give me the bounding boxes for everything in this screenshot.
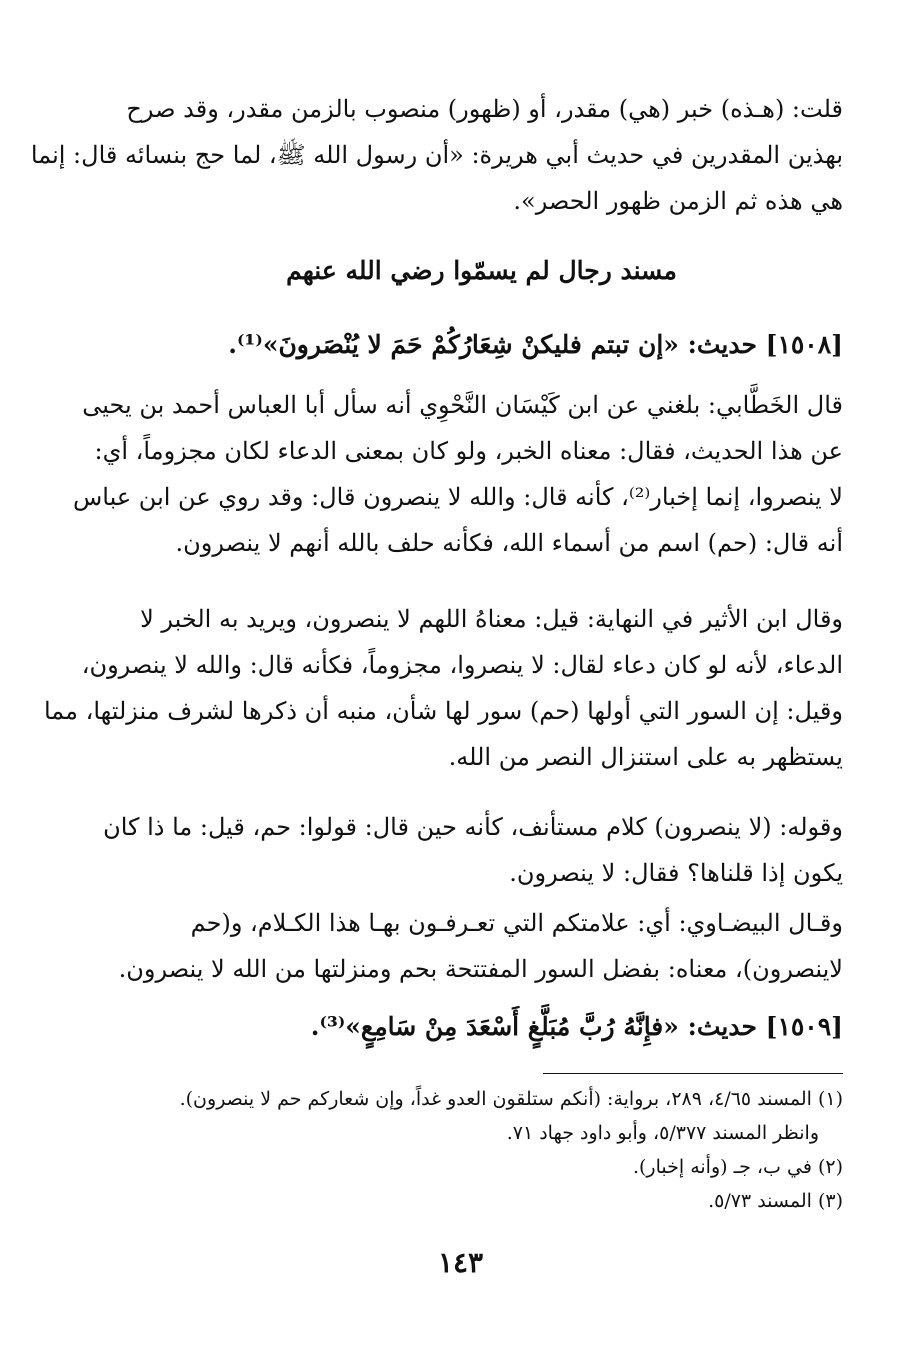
paragraph-2 (73, 382, 843, 566)
paragraph-line: بهذين المقدرين في حديث أبي هريرة: «أن رسول الله ﷺ، لما حج بنسائه قال: إنما (30, 141, 843, 169)
hadith-1508: [١٥٠٨] حديث: «إن تبتم فليكنْ شِعَارُكُمْ حَمَ لا يُنْصَرونَ»⁽¹⁾. (228, 330, 843, 359)
paragraph-line: وقـال البيضـاوي: أي: علامتكم التي تعـرفـون بهـا هذا الكـلام، و(حم (190, 909, 843, 937)
footnote-3: (٣) المسند ٥/٧٣. (708, 1190, 843, 1212)
paragraph-3 (43, 596, 843, 780)
paragraph-4 (103, 804, 843, 896)
hadith-1509: [١٥٠٩] حديث: «فإِنَّهُ رُبَّ مُبَلَّغٍ أَسْعَدَ مِنْ سَامِعٍ»⁽³⁾. (310, 1012, 843, 1041)
section-heading: مسند رجال لم يسمّوا رضي الله عنهم (286, 256, 677, 285)
paragraph-line: وقوله: (لا ينصرون) كلام مستأنف، كأنه حين قال: قولوا: حم، قيل: ما ذا كان (103, 813, 843, 841)
paragraph-5 (120, 900, 843, 992)
paragraph-line: قلت: (هـذه) خبر (هي) مقدر، أو (ظهور) منصوب بالزمن مقدر، وقد صرح (126, 95, 843, 123)
paragraph-line: عن هذا الحديث، فقال: معناه الخبر، ولو كان بمعنى الدعاء لكان مجزوماً، أي: (94, 437, 843, 465)
paragraph-1 (30, 86, 843, 224)
page-number: ١٤٣ (437, 1246, 484, 1279)
footnote-1-continued: وانظر المسند ٥/٣٧٧، وأبو داود جهاد ٧١. (506, 1122, 819, 1144)
footnote-divider (543, 1073, 843, 1074)
footnotes (120, 1082, 843, 1218)
paragraph-line: لاينصرون)، معناه: بفضل السور المفتتحة بحم ومنزلتها من الله لا ينصرون. (118, 955, 843, 983)
paragraph-line: وقال ابن الأثير في النهاية: قيل: معناهُ اللهم لا ينصرون، ويريد به الخبر لا (140, 605, 843, 633)
paragraph-line: يستظهر به على استنزال النصر من الله. (448, 743, 843, 771)
paragraph-line: قال الخَطَّابي: بلغني عن ابن كَيْسَان النَّحْوِي أنه سأل أبا العباس أحمد بن يحيى (82, 391, 843, 419)
footnote-1: (١) المسند ٤/٦٥، ٢٨٩، برواية: (أنكم ستلقون العدو غداً، وإن شعاركم حم لا ينصرون). (179, 1088, 843, 1110)
paragraph-line: يكون إذا قلناها؟ فقال: لا ينصرون. (509, 859, 843, 887)
paragraph-line: الدعاء، لأنه لو كان دعاء لقال: لا ينصروا، مجزوماً، فكأنه قال: والله لا ينصرون، (81, 651, 843, 679)
paragraph-line: لا ينصروا، إنما إخبار⁽²⁾، كأنه قال: والله لا ينصرون قال: وقد روي عن ابن عباس (73, 483, 843, 511)
paragraph-line: أنه قال: (حم) اسم من أسماء الله، فكأنه حلف بالله أنهم لا ينصرون. (175, 529, 843, 557)
paragraph-line: وقيل: إن السور التي أولها (حم) سور لها شأن، منبه أن ذكرها لشرف منزلتها، مما (43, 697, 843, 725)
paragraph-line: هي هذه ثم الزمن ظهور الحصر». (513, 187, 843, 215)
footnote-2: (٢) في ب، جـ (وأنه إخبار). (632, 1156, 843, 1178)
